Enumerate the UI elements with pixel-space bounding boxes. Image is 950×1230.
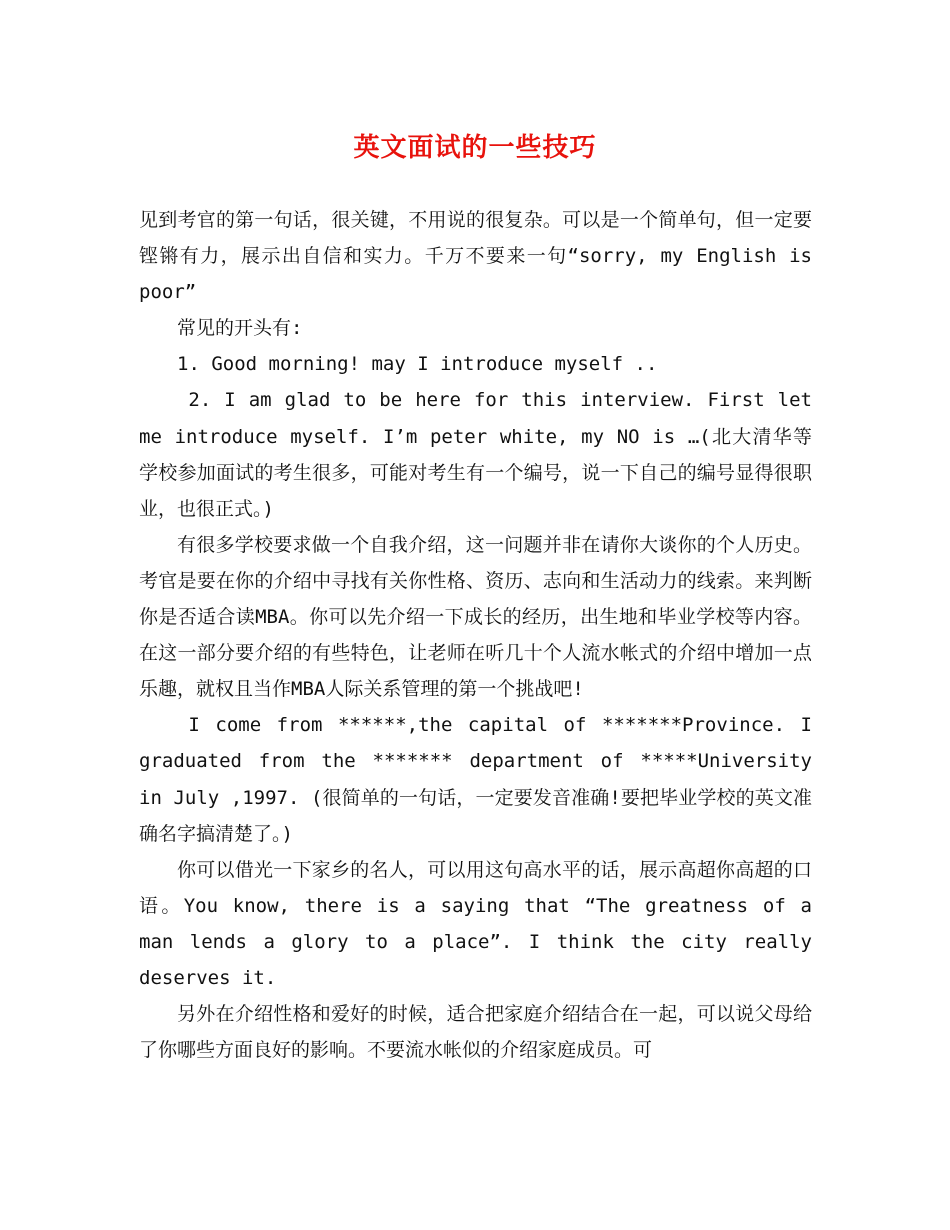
paragraph-first-impression: 见到考官的第一句话，很关键，不用说的很复杂。可以是一个简单句，但一定要铿锵有力，展示出自信和实力。千万不要来一句“sorry, my English is poor” — [139, 209, 812, 304]
paragraph-opening-1: 1. Good morning! may I introduce myself .. — [177, 353, 658, 376]
document-title: 英文面试的一些技巧 — [353, 133, 597, 163]
paragraph-family: 另外在介绍性格和爱好的时候，适合把家庭介绍结合在一起，可以说父母给了你哪些方面良好的影响。不要流水帐似的介绍家庭成员。可 — [139, 1003, 812, 1062]
paragraph-self-introduction: 有很多学校要求做一个自我介绍，这一问题并非在请你大谈你的个人历史。考官是要在你的介绍中寻找有关你性格、资历、志向和生活动力的线索。来判断你是否适合读MBA。你可以先介绍一下成长的经历，出生地和毕业学校等内容。在这一部分要介绍的有些特色，让老师在听几十个人流水帐式的介绍中增加一点乐趣，就权且当作MBA人际关系管理的第一个挑战吧! — [139, 533, 812, 701]
paragraph-opening-2: 2. I am glad to be here for this interview. First let me introduce myself. I’m peter white, my NO is …(北大清华等学校参加面试的考生很多，可能对考生有一个编号，说一下自己的编号显得很职业，也很正式。) — [139, 389, 812, 520]
paragraph-common-openings: 常见的开头有: — [177, 317, 303, 340]
document-body — [139, 202, 812, 1068]
paragraph-hometown-example: I come from ******,the capital of *******Province. I graduated from the ******* department of *****University in July ,1997. (很简单的一句话，一定要发音准确!要把毕业学校的英文准确名字搞清楚了。) — [139, 714, 812, 845]
paragraph-famous-people: 你可以借光一下家乡的名人，可以用这句高水平的话，展示高超你高超的口语。You know, there is a saying that “The greatness of a man lends a glory to a place”. I think the city really deserves it. — [139, 858, 812, 989]
